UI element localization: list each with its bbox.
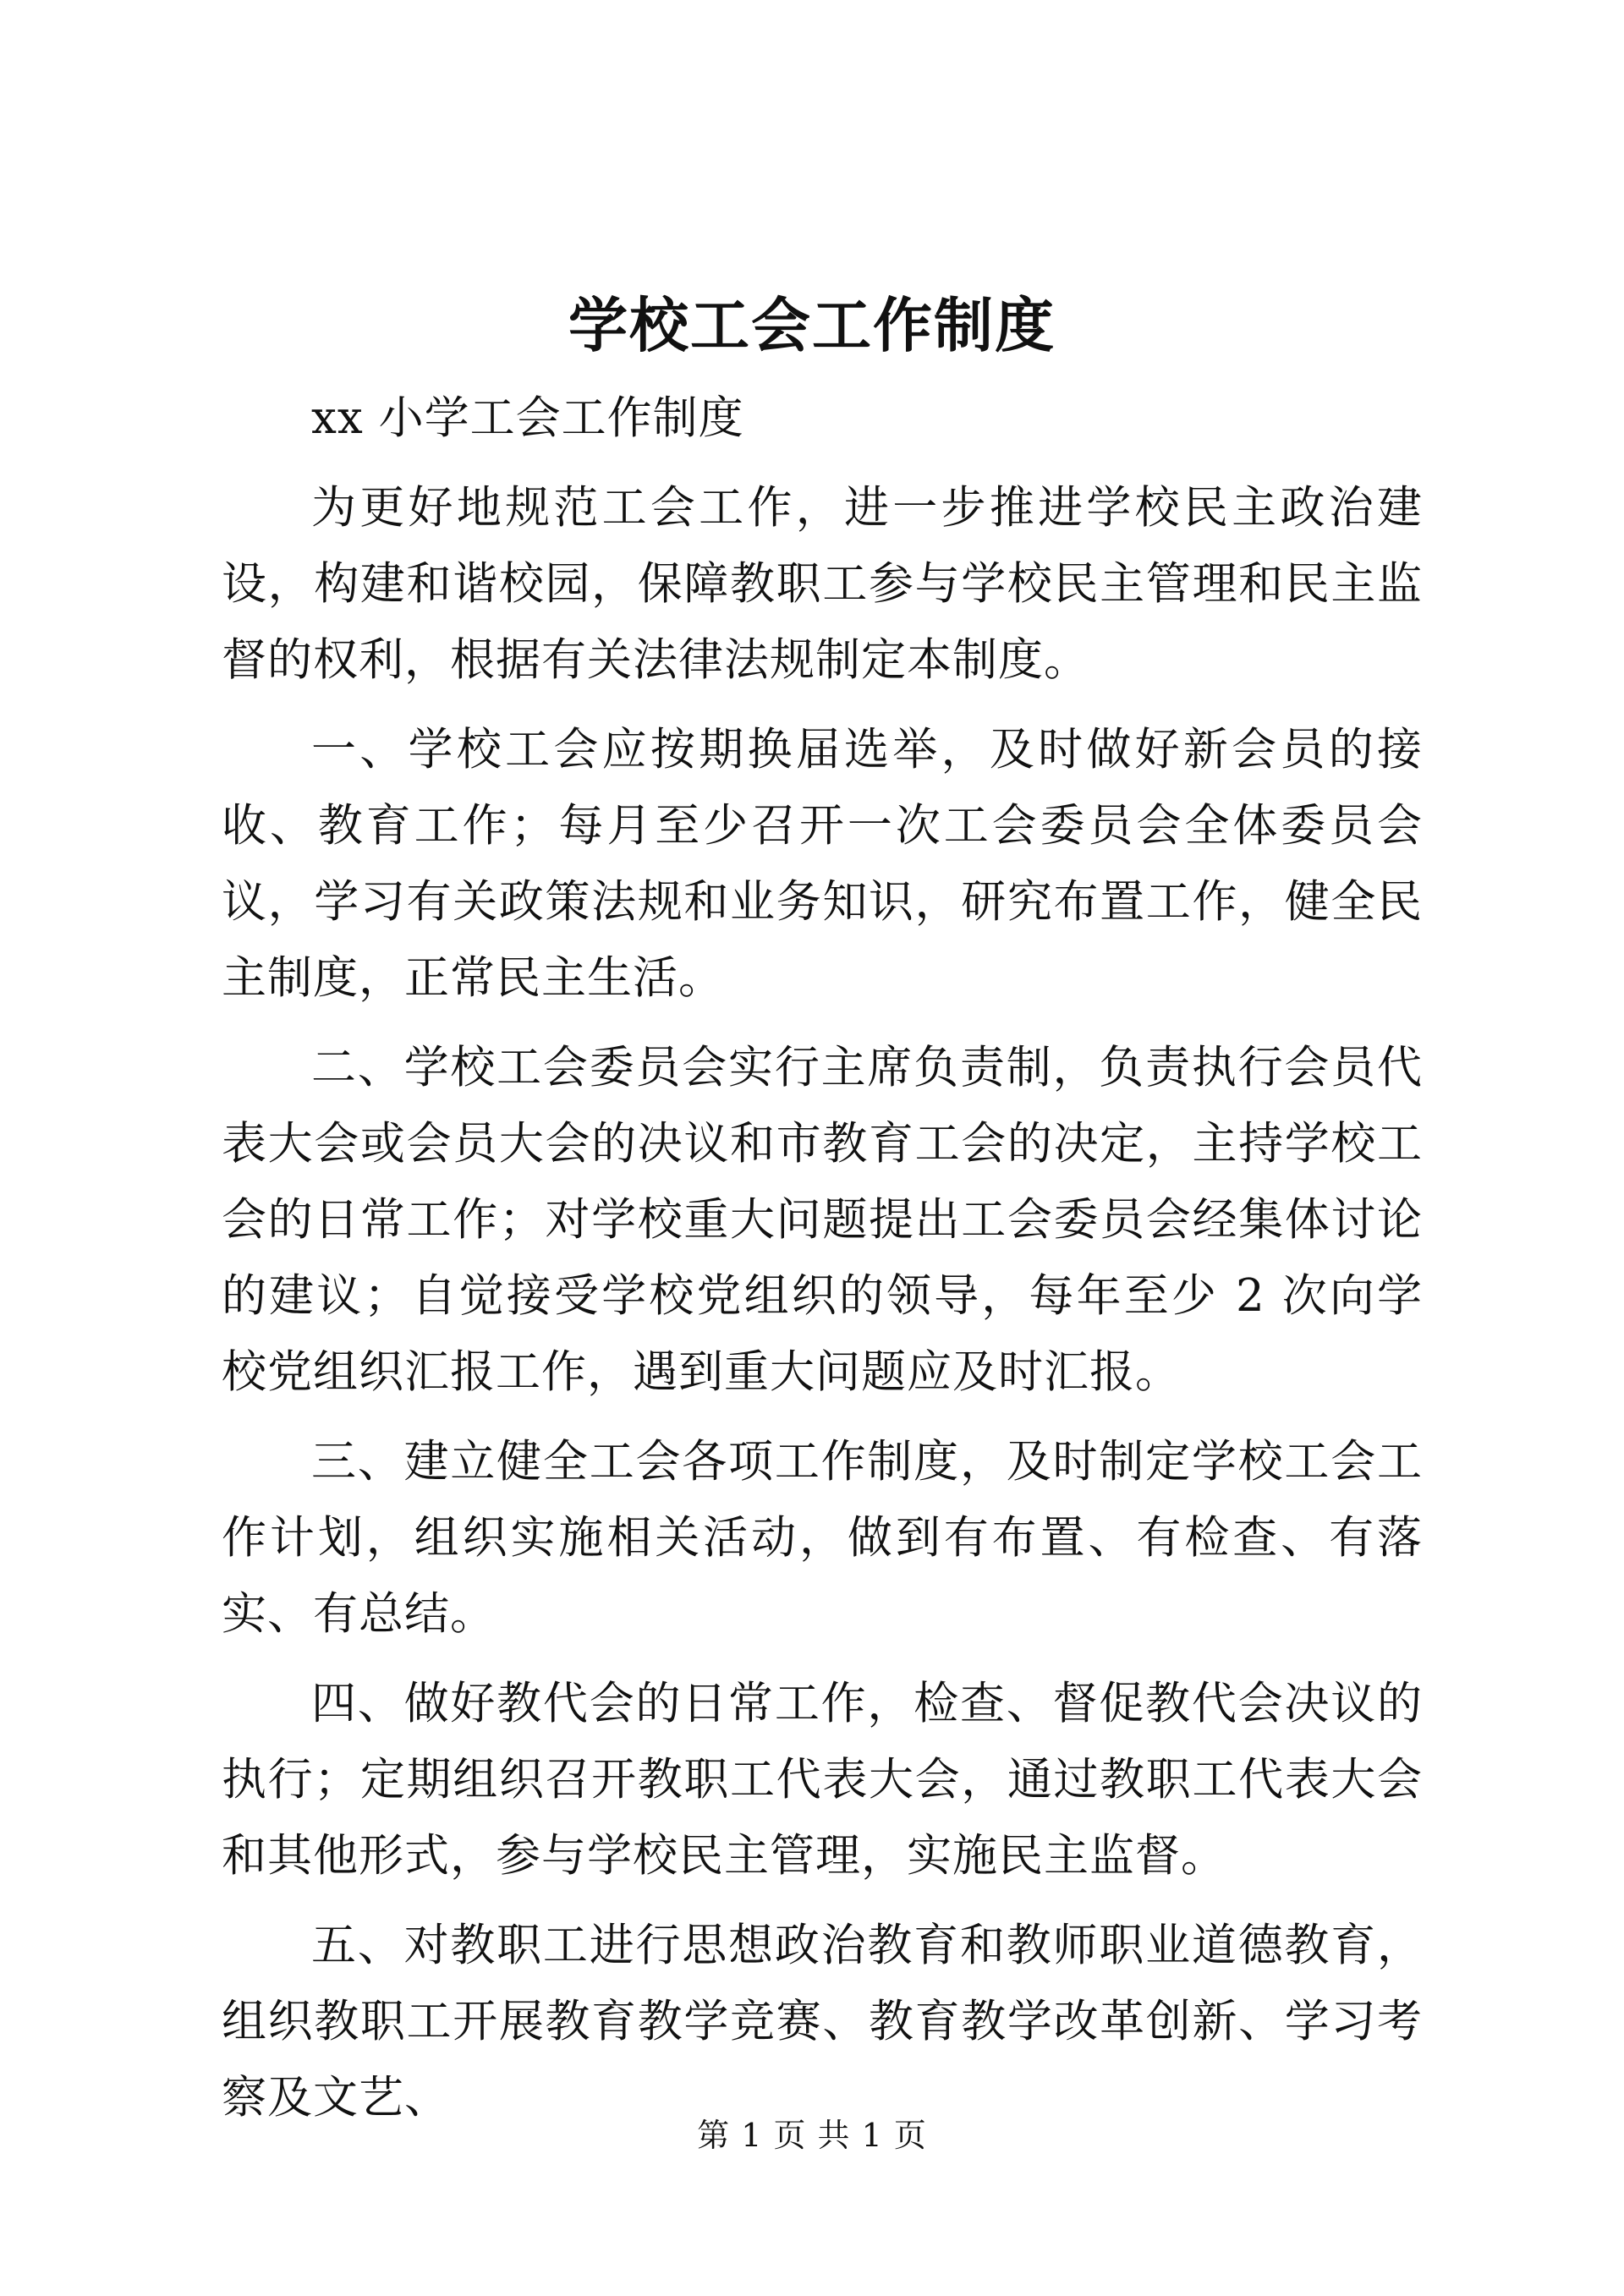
document-title: 学校工会工作制度 <box>568 290 1056 360</box>
paragraph-item-1: 一、学校工会应按期换届选举，及时做好新会员的接收、教育工作；每月至少召开一次工会委员会全体委员会议，学习有关政策法规和业务知识，研究布置工作，健全民主制度，正常民主生活。 <box>222 724 1423 1004</box>
paragraph-item-3: 三、建立健全工会各项工作制度，及时制定学校工会工作计划，组织实施相关活动，做到有布置、有检查、有落实、有总结。 <box>222 1436 1423 1640</box>
paragraph-item-4: 四、做好教代会的日常工作，检查、督促教代会决议的执行；定期组织召开教职工代表大会，通过教职工代表大会和其他形式，参与学校民主管理，实施民主监督。 <box>222 1678 1423 1882</box>
page-footer: 第 1 页 共 1 页 <box>697 2117 927 2154</box>
paragraph-item-2: 二、学校工会委员会实行主席负责制，负责执行会员代表大会或会员大会的决议和市教育工会的决定，主持学校工会的日常工作；对学校重大问题提出工会委员会经集体讨论的建议；自觉接受学校党组织的领导，每年至少 2 次向学校党组织汇报工作，遇到重大问题应及时汇报。 <box>222 1042 1423 1398</box>
paragraph-item-5: 五、对教职工进行思想政治教育和教师职业道德教育，组织教职工开展教育教学竞赛、教育教学改革创新、学习考察及文艺、 <box>222 1920 1423 2123</box>
paragraph-intro: 为更好地规范工会工作，进一步推进学校民主政治建设，构建和谐校园，保障教职工参与学校民主管理和民主监督的权利，根据有关法律法规制定本制度。 <box>222 482 1423 686</box>
document-subtitle: xx 小学工会工作制度 <box>311 392 744 444</box>
document-body <box>222 381 1423 2150</box>
